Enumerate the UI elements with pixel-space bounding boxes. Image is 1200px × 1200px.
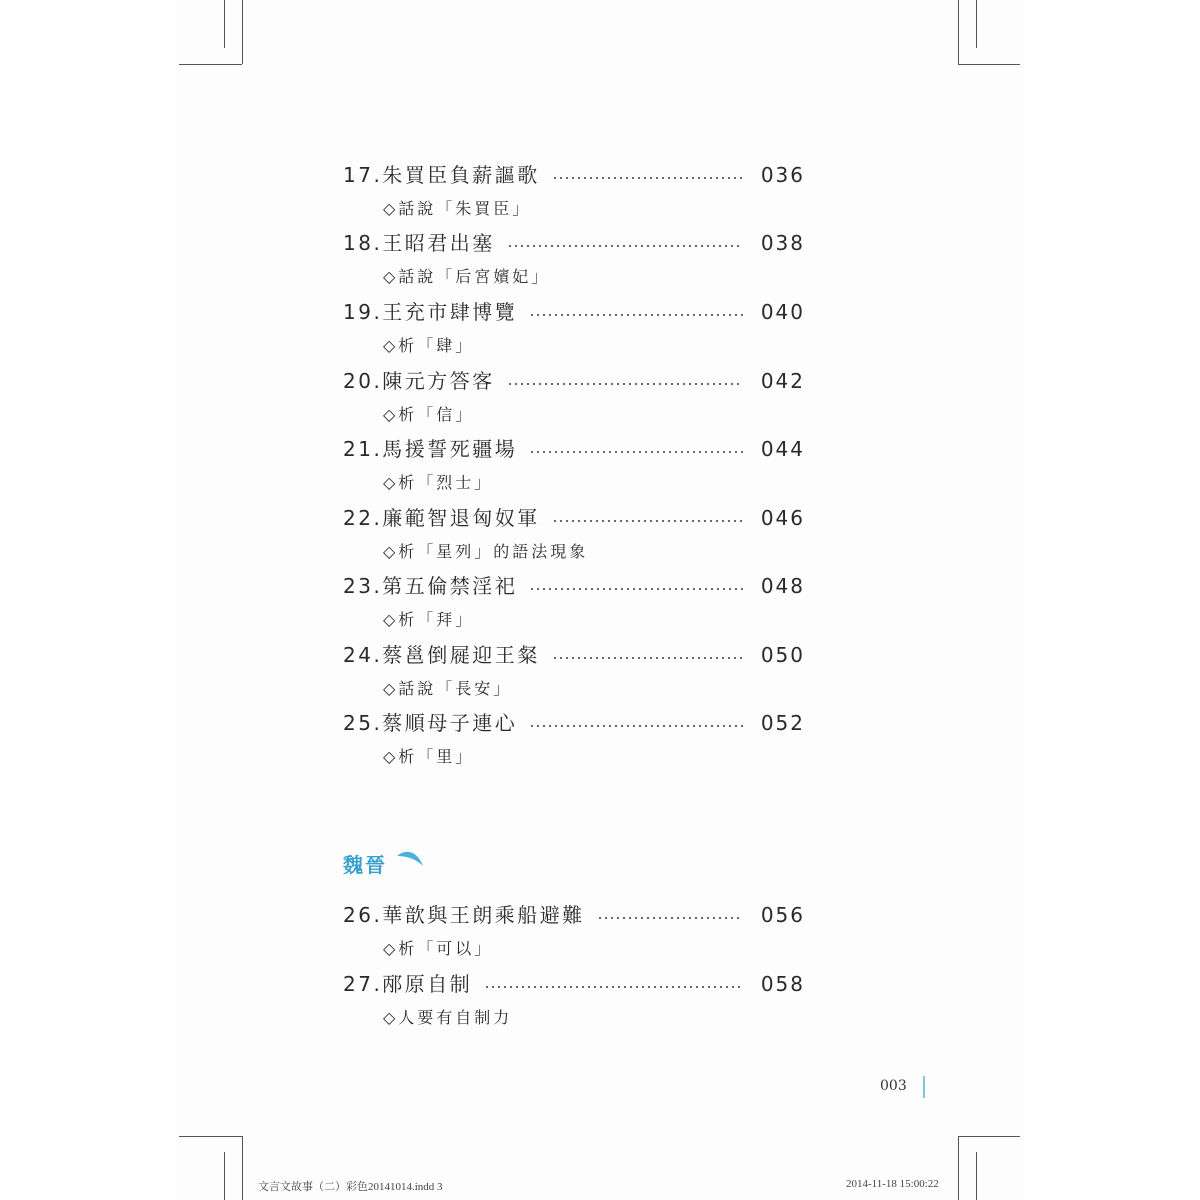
- toc-entry[interactable]: [343, 706, 805, 740]
- toc-entry-page: 056: [760, 903, 805, 927]
- leader-dots: [529, 451, 743, 453]
- toc-entry-page: 038: [760, 231, 805, 255]
- toc-entry-title: 24.蔡邕倒屣迎王粲: [343, 643, 540, 667]
- toc-entry-page: 036: [760, 163, 805, 187]
- toc-entry[interactable]: [343, 569, 805, 603]
- toc-entry-title: 21.馬援誓死疆場: [343, 437, 518, 461]
- toc-entry-subtopic: ◇析「里」: [383, 747, 475, 766]
- leader-dots: [552, 177, 743, 179]
- toc-entry[interactable]: [343, 295, 805, 329]
- toc-entry-page: 046: [760, 506, 805, 530]
- toc-entry-page: 040: [760, 300, 805, 324]
- toc-entry-subtopic: ◇析「信」: [383, 405, 475, 424]
- leader-dots: [529, 314, 743, 316]
- toc-entry-subtopic: ◇析「烈士」: [383, 473, 494, 492]
- toc-entry-subtopic: ◇人要有自制力: [383, 1008, 513, 1027]
- toc-entry-subtopic: ◇話說「長安」: [383, 679, 513, 698]
- page-number: 003: [880, 1078, 907, 1094]
- section-heading-text: 魏晉: [343, 852, 387, 877]
- leader-dots: [529, 725, 743, 727]
- leaf-icon: [395, 850, 425, 870]
- leader-dots: [552, 657, 743, 659]
- toc-entry[interactable]: [343, 501, 805, 535]
- toc-entry[interactable]: [343, 898, 805, 932]
- leader-dots: [597, 917, 743, 919]
- toc-entry[interactable]: [343, 967, 805, 1001]
- toc-entry-page: 058: [760, 972, 805, 996]
- leader-dots: [484, 986, 743, 988]
- toc-entry[interactable]: [343, 364, 805, 398]
- toc-entry-title: 26.華歆與王朗乘船避難: [343, 903, 585, 927]
- toc-entry-subtopic: ◇析「可以」: [383, 939, 494, 958]
- toc-entry[interactable]: [343, 432, 805, 466]
- toc-entry-title: 22.廉範智退匈奴軍: [343, 506, 540, 530]
- toc-entry-title: 25.蔡順母子連心: [343, 711, 518, 735]
- leader-dots: [552, 520, 743, 522]
- toc-entry-subtopic: ◇析「星列」的語法現象: [383, 542, 589, 561]
- section-heading: [343, 846, 425, 880]
- toc-entry[interactable]: [343, 158, 805, 192]
- toc-entry-page: 052: [760, 711, 805, 735]
- toc-entry-page: 050: [760, 643, 805, 667]
- leader-dots: [529, 588, 743, 590]
- toc-entry[interactable]: [343, 226, 805, 260]
- toc-entry-page: 042: [760, 369, 805, 393]
- leader-dots: [507, 383, 743, 385]
- toc-entry-title: 23.第五倫禁淫祀: [343, 574, 518, 598]
- toc-entry-title: 18.王昭君出塞: [343, 231, 495, 255]
- toc-entry-title: 19.王充市肆博覽: [343, 300, 518, 324]
- toc-entry[interactable]: [343, 638, 805, 672]
- toc-entry-subtopic: ◇話說「朱買臣」: [383, 199, 532, 218]
- toc-entry-page: 044: [760, 437, 805, 461]
- toc-entry-title: 27.邴原自制: [343, 972, 473, 996]
- toc-entry-subtopic: ◇話說「后宮嬪妃」: [383, 267, 551, 286]
- file-slug: 文言文故事（二）彩色20141014.indd 3: [258, 1181, 443, 1193]
- toc-entry-title: 17.朱買臣負薪謳歌: [343, 163, 540, 187]
- leader-dots: [507, 245, 743, 247]
- toc-entry-title: 20.陳元方答客: [343, 369, 495, 393]
- toc-entry-subtopic: ◇析「拜」: [383, 610, 475, 629]
- page-number-bar: [923, 1076, 925, 1098]
- timestamp-slug: 2014-11-18 15:00:22: [846, 1178, 939, 1190]
- toc-entry-subtopic: ◇析「肆」: [383, 336, 475, 355]
- toc-entry-page: 048: [760, 574, 805, 598]
